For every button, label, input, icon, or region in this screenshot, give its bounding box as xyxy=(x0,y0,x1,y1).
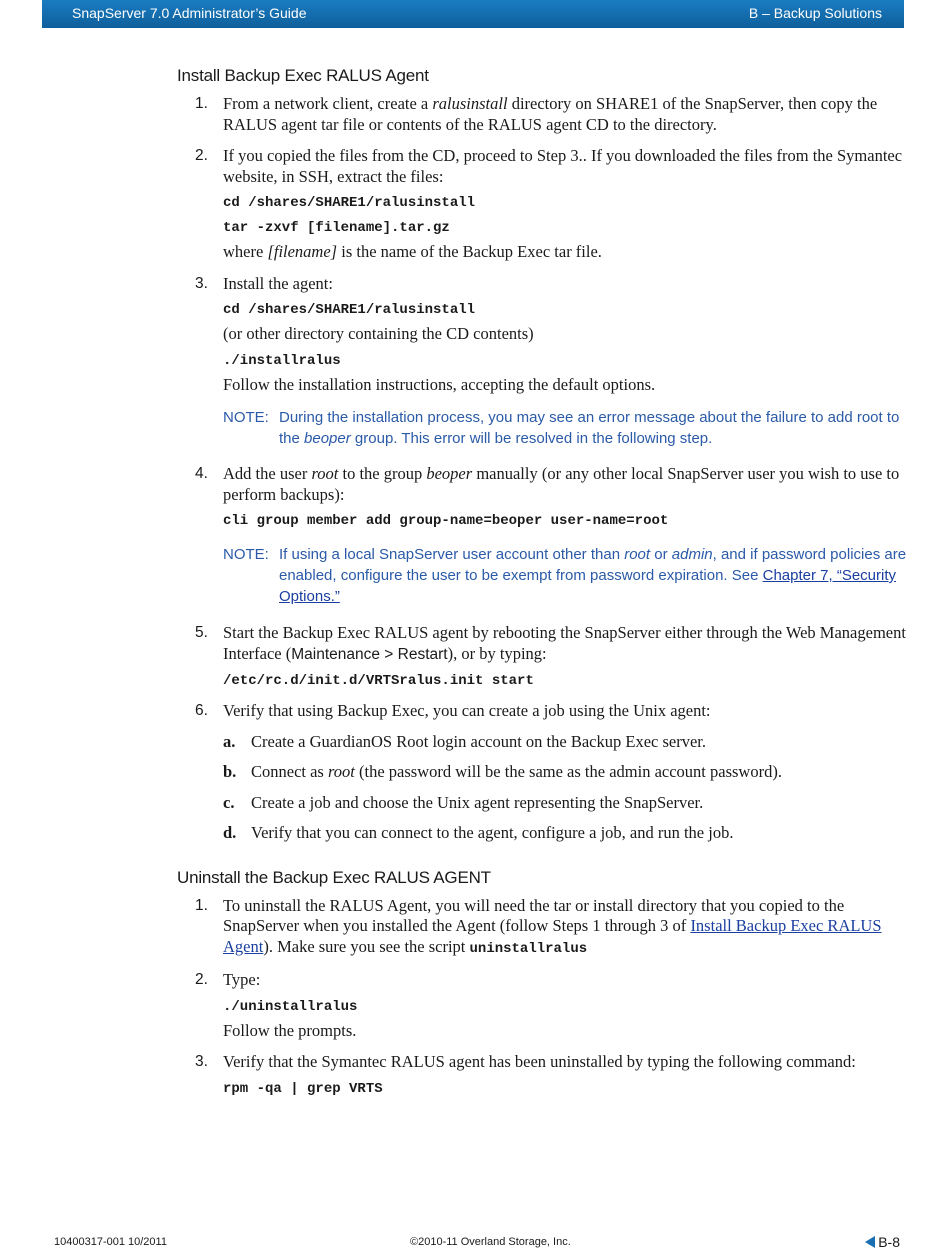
page-header xyxy=(42,0,904,28)
page-content xyxy=(177,66,907,1098)
step-number: 3. xyxy=(195,1053,208,1070)
code-rpm-command: rpm -qa | grep VRTS xyxy=(223,1080,383,1097)
footer-doc-id: 10400317-001 10/2011 xyxy=(54,1236,167,1248)
install-step-5 xyxy=(177,623,907,690)
note-label: NOTE: xyxy=(223,546,269,563)
install-note-1: NOTE: During the installation process, you may see an error message about the failure to add root to the beoper group. This error will be resolved in the following step. xyxy=(223,409,900,447)
install-section-link[interactable]: Install Backup Exec RALUS Agent xyxy=(223,916,882,956)
step-where-text: where [filename] is the name of the Backup Exec tar file. xyxy=(223,242,602,261)
code-tar-command: tar -zxvf [filename].tar.gz xyxy=(223,220,450,236)
install-note-2: NOTE: If using a local SnapServer user account other than root or admin, and if password policies are enabled, configure the user to be exempt from password expiration. See Chapter 7, “Security Options.” xyxy=(223,546,907,605)
step-number: 4. xyxy=(195,465,208,482)
uninstall-step-1 xyxy=(177,896,907,960)
step-text: Install the agent: xyxy=(223,273,333,293)
code-cd-command: cd /shares/SHARE1/ralusinstall xyxy=(223,195,476,211)
substep-b: b. Connect as root (the password will be the same as the admin account password). xyxy=(223,762,782,781)
footer-page-number: B-8 xyxy=(865,1234,900,1250)
uninstall-step-3 xyxy=(177,1052,907,1098)
step-text: If you copied the files from the CD, proceed to Step 3.. If you downloaded the files from the Symantec website, in SSH, extract the files: xyxy=(223,146,903,186)
footer-copyright: ©2010-11 Overland Storage, Inc. xyxy=(410,1236,571,1248)
code-install-command: ./installralus xyxy=(223,352,341,369)
header-guide-title: SnapServer 7.0 Administrator’s Guide xyxy=(72,5,307,21)
step-text: Add the user root to the group beoper manually (or any other local SnapServer user you wish to use to perform backups): xyxy=(223,464,900,504)
chapter-7-link[interactable]: Chapter 7, “Security Options.” xyxy=(279,567,897,605)
step-text: Verify that the Symantec RALUS agent has been uninstalled by typing the following command: xyxy=(223,1052,856,1071)
step-text: From a network client, create a ralusinstall directory on SHARE1 of the SnapServer, then copy the RALUS agent tar file or contents of the RALUS agent CD to the directory. xyxy=(223,94,878,134)
section-heading-uninstall: Uninstall the Backup Exec RALUS AGENT xyxy=(177,867,491,887)
code-cd-command: cd /shares/SHARE1/ralusinstall xyxy=(223,302,476,318)
step-number: 6. xyxy=(195,702,208,719)
header-chapter-title: B – Backup Solutions xyxy=(748,5,882,21)
back-arrow-icon[interactable] xyxy=(865,1236,875,1248)
step-text: To uninstall the RALUS Agent, you will need the tar or install directory that you copied to the SnapServer when you installed the Agent (follow Steps 1 through 3 of Install Backup Exec RALUS Agent). Make sure you see the script uninstallralus xyxy=(223,895,882,957)
substep-c: c. Create a job and choose the Unix agent representing the SnapServer. xyxy=(223,792,704,812)
step-note-text: (or other directory containing the CD contents) xyxy=(223,324,534,343)
note-label: NOTE: xyxy=(223,409,269,426)
step-number: 5. xyxy=(195,624,208,641)
step-follow-text: Follow the prompts. xyxy=(223,1020,357,1040)
code-cli-command: cli group member add group-name=beoper user-name=root xyxy=(223,513,669,529)
install-step-3 xyxy=(177,274,907,396)
install-step-1 xyxy=(177,94,907,135)
step-number: 2. xyxy=(195,971,208,988)
substep-d: d. Verify that you can connect to the agent, configure a job, and run the job. xyxy=(223,823,734,842)
section-heading-install: Install Backup Exec RALUS Agent xyxy=(177,66,429,85)
step-number: 2. xyxy=(195,147,208,164)
install-step-6 xyxy=(177,701,907,844)
step-text: Type: xyxy=(223,970,261,989)
step-number: 1. xyxy=(195,95,208,112)
ui-path: Maintenance > Restart xyxy=(291,645,448,663)
step-number: 1. xyxy=(195,896,208,914)
inline-code: uninstallralus xyxy=(469,940,588,957)
substep-a: a. Create a GuardianOS Root login account on the Backup Exec server. xyxy=(223,731,706,751)
install-step-2 xyxy=(177,146,907,263)
step-text: Start the Backup Exec RALUS agent by rebooting the SnapServer either through the Web Management Interface (Maintenance > Restart), or by typing: xyxy=(223,623,906,663)
step-number: 3. xyxy=(195,274,208,292)
code-init-command: /etc/rc.d/init.d/VRTSralus.init start xyxy=(223,673,534,689)
code-uninstall-command: ./uninstallralus xyxy=(223,998,358,1015)
uninstall-step-2 xyxy=(177,970,907,1041)
install-step-4 xyxy=(177,464,907,530)
step-follow-text: Follow the installation instructions, accepting the default options. xyxy=(223,374,656,394)
step-text: Verify that using Backup Exec, you can create a job using the Unix agent: xyxy=(223,701,711,720)
